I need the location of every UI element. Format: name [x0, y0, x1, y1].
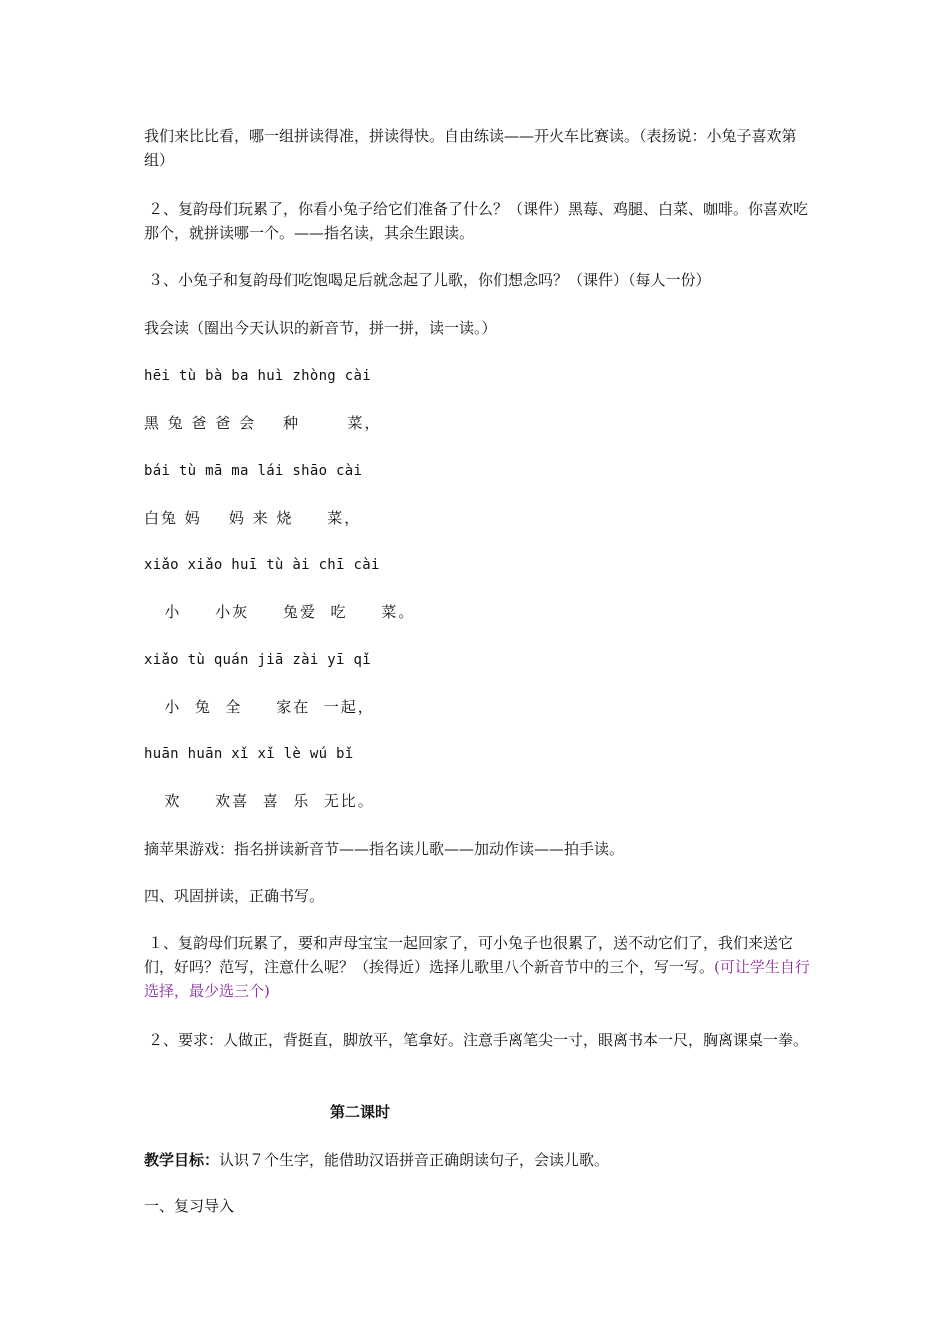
paragraph-compare: 我们来比比看，哪一组拼读得准，拼读得快。自由练读——开火车比赛读。（表扬说：小兔子喜欢第 组）	[144, 127, 811, 169]
poem-line-3-pinyin: xiǎo xiǎo huī tù ài chī cài	[144, 557, 380, 573]
poem-line-5-pinyin: huān huān xǐ xǐ lè wú bǐ	[144, 746, 354, 762]
poem-line-3-hanzi: 小 小灰 兔爱 吃 菜。	[144, 603, 416, 621]
teaching-goal-label: 教学目标：	[144, 1151, 220, 1169]
paragraph-writing-step-1	[144, 931, 814, 1003]
paragraph-teaching-goal	[144, 1148, 814, 1172]
teaching-goal-text: 认识７个生字，能借助汉语拼音正确朗读句子，会读儿歌。	[219, 1151, 610, 1169]
poem-line-4-hanzi: 小 兔 全 家在 一起，	[144, 698, 375, 716]
poem-line-4-pinyin: xiǎo tù quán jiā zài yī qǐ	[144, 652, 371, 668]
section-heading-4: 四、巩固拼读，正确书写。	[144, 887, 325, 905]
paragraph-step-3: ３、小兔子和复韵母们吃饱喝足后就念起了儿歌，你们想念吗？（课件）（每人一份）	[148, 271, 711, 289]
writing-step-1-note: (可让学生自行选择，最少选三个)	[144, 958, 810, 1000]
lesson-2-title: 第二课时	[330, 1103, 391, 1121]
poem-line-2-hanzi: 白兔 妈 妈 来 烧 菜，	[144, 509, 362, 527]
paragraph-step-2: ２、复韵母们玩累了，你看小兔子给它们准备了什么？（课件）黑莓、鸡腿、白菜、咖啡。你喜欢吃那个，就拼读哪一个。——指名读，其余生跟读。	[144, 200, 809, 242]
poem-line-1-pinyin: hēi tù bà ba huì zhòng cài	[144, 368, 371, 384]
writing-step-1-text: １、复韵母们玩累了，要和声母宝宝一起回家了，可小兔子也很累了，送不动它们了，我们来送它们，好吗？范写，注意什么呢？（挨得近）选择儿歌里八个新音节中的三个，写一写。	[144, 934, 794, 976]
section-heading-review: 一、复习导入	[144, 1197, 235, 1215]
poem-line-2-pinyin: bái tù mā ma lái shāo cài	[144, 463, 363, 479]
paragraph-writing-step-2: ２、要求：人做正，背挺直，脚放平，笔拿好。注意手离笔尖一寸，眼离书本一尺，胸离课桌一拳。	[148, 1031, 809, 1049]
paragraph-apple-game: 摘苹果游戏：指名拼读新音节——指名读儿歌——加动作读——拍手读。	[144, 840, 625, 858]
poem-line-1-hanzi: 黑 兔 爸 爸 会 种 菜，	[144, 414, 382, 432]
poem-line-5-hanzi: 欢 欢喜 喜 乐 无比。	[144, 792, 375, 810]
paragraph-i-can-read: 我会读（圈出今天认识的新音节，拼一拼，读一读。）	[144, 319, 497, 337]
